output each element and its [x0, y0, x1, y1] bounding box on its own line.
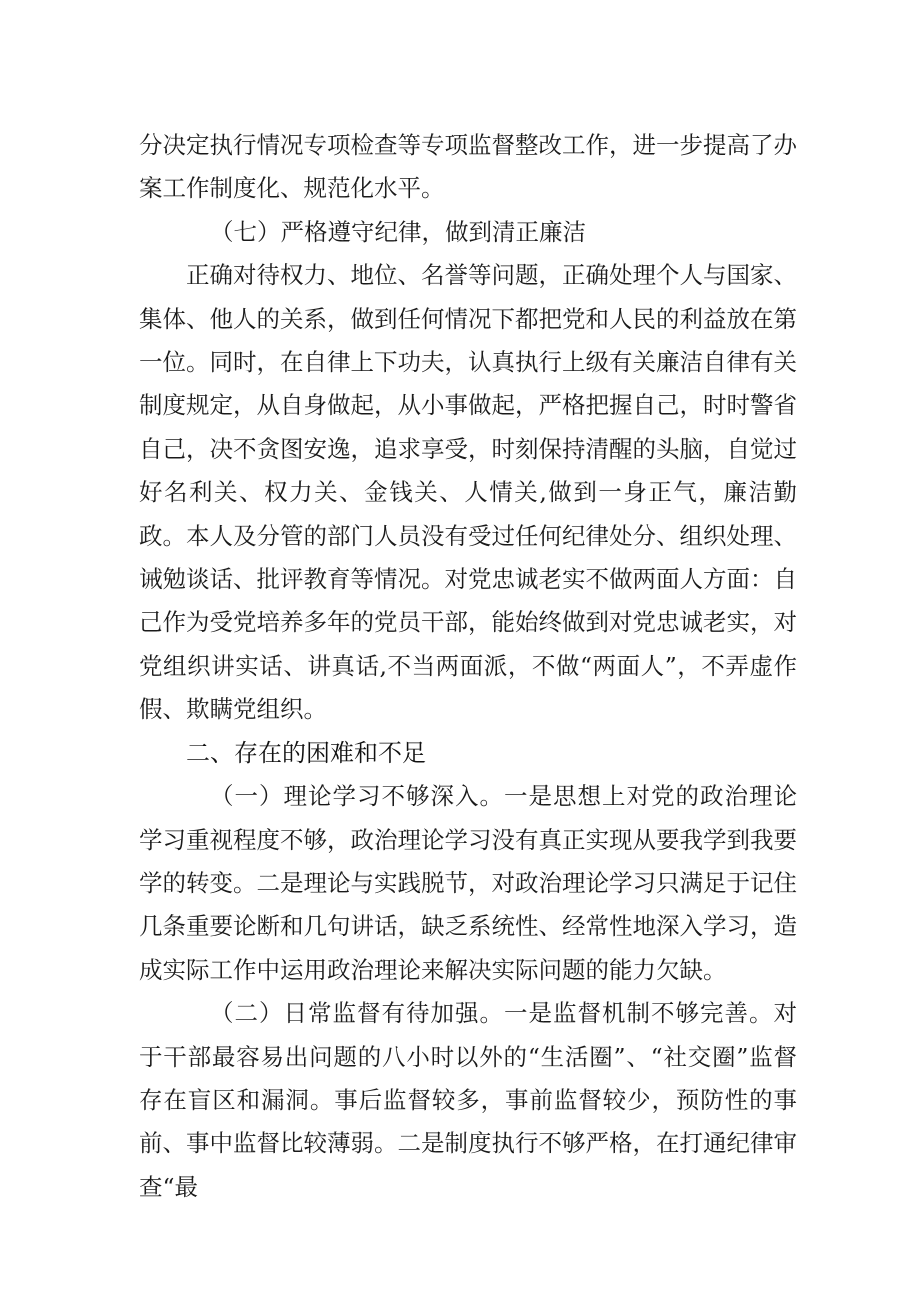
paragraph-theory-study: （一）理论学习不够深入。一是思想上对党的政治理论学习重视程度不够，政治理论学习没有真正实现从要我学到我要学的转变。二是理论与实践脱节，对政治理论学习只满足于记住几条重要论断和几句讲话，缺乏系统性、经常性地深入学习，造成实际工作中运用政治理论来解决实际问题的能力欠缺。	[139, 782, 797, 984]
subsection-heading-7: （七）严格遵守纪律，做到清正廉洁	[210, 217, 586, 246]
paragraph-discipline: 正确对待权力、地位、名誉等问题，正确处理个人与国家、集体、他人的关系，做到任何情况下都把党和人民的利益放在第一位。同时，在自律上下功夫，认真执行上级有关廉洁自律有关制度规定，从自身做起，从小事做起，严格把握自己，时时警省自己，决不贪图安逸，追求享受，时刻保持清醒的头脑，自觉过好名利关、权力关、金钱关、人情关,做到一身正气，廉洁勤政。本人及分管的部门人员没有受过任何纪律处分、组织处理、诫勉谈话、批评教育等情况。对党忠诚老实不做两面人方面：自己作为受党培养多年的党员干部，能始终做到对党忠诚老实，对党组织讲实话、讲真话,不当两面派，不做“两面人”，不弄虚作假、欺瞒党组织。	[139, 261, 797, 724]
section-heading-2: 二、存在的困难和不足	[186, 738, 426, 767]
document-body	[139, 124, 797, 1209]
paragraph-continuation: 分决定执行情况专项检查等专项监督整改工作，进一步提高了办案工作制度化、规范化水平。	[139, 131, 797, 203]
paragraph-daily-supervision: （二）日常监督有待加强。一是监督机制不够完善。对于干部最容易出问题的八小时以外的“生活圈”、“社交圈”监督存在盲区和漏洞。事后监督较多，事前监督较少，预防性的事前、事中监督比较薄弱。二是制度执行不够严格，在打通纪律审查“最	[139, 999, 797, 1201]
